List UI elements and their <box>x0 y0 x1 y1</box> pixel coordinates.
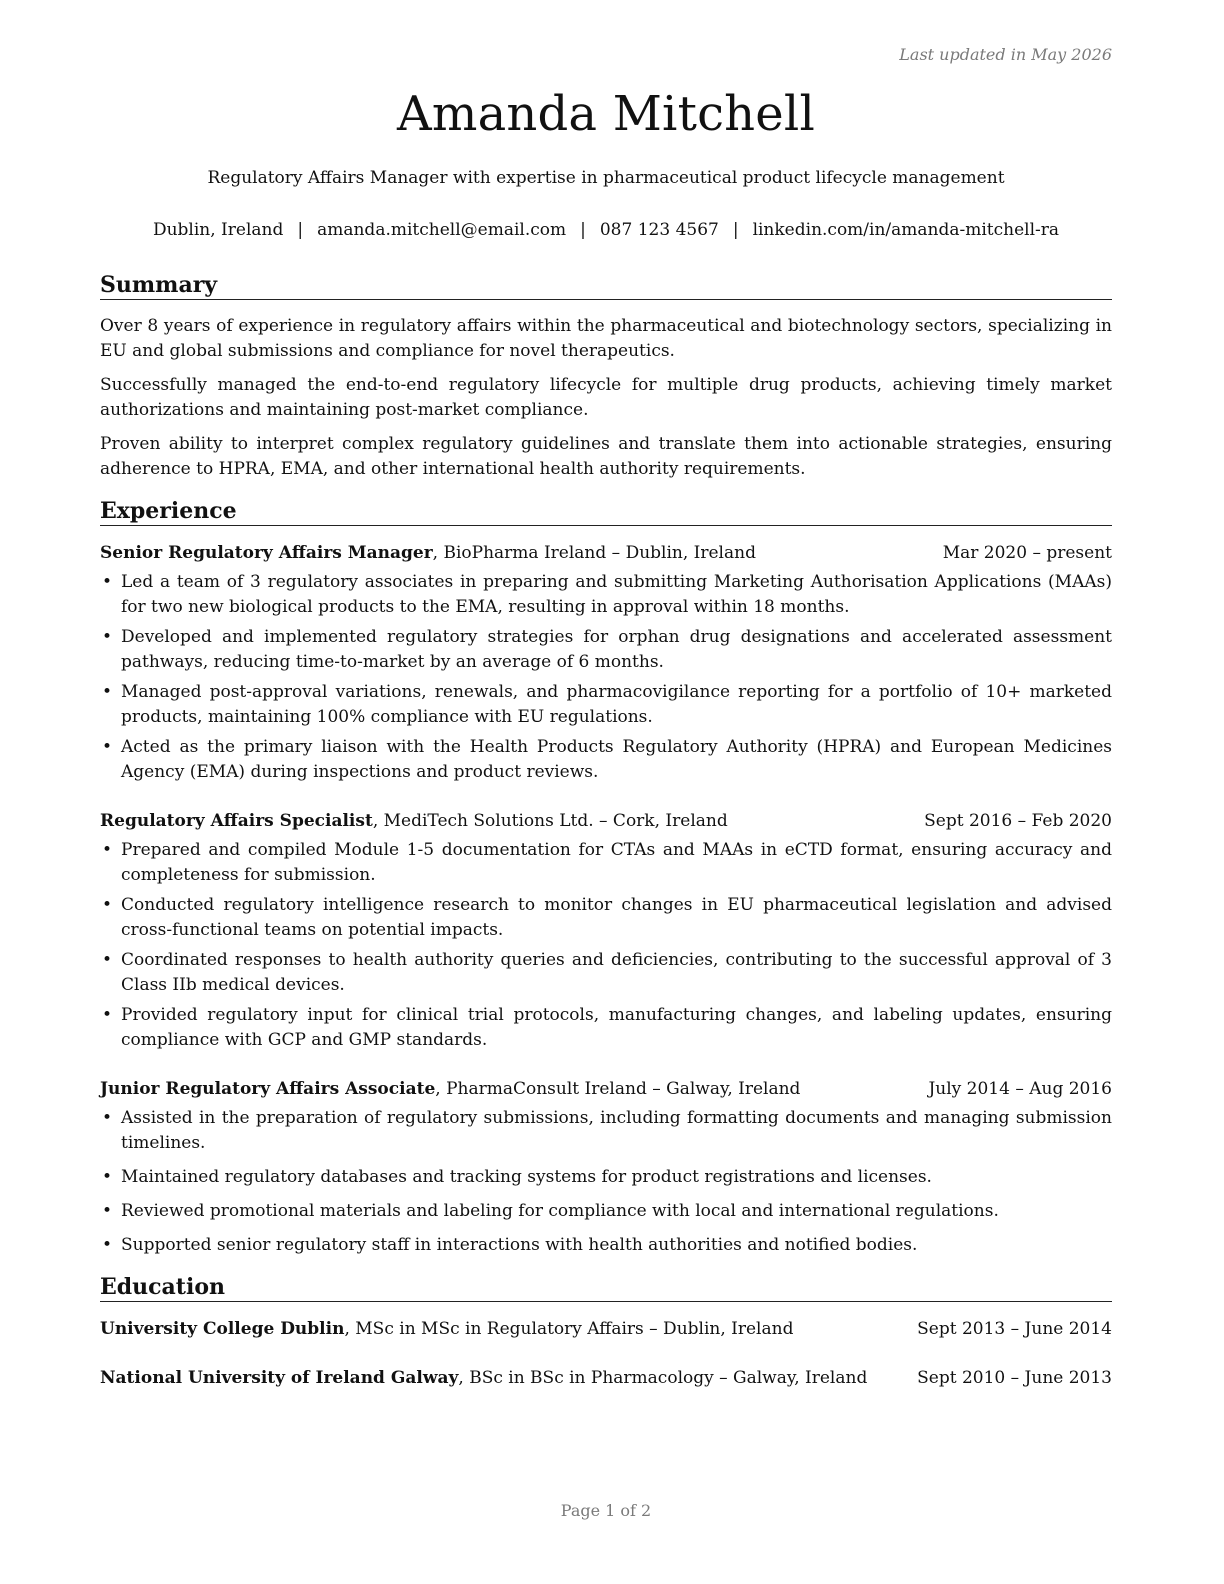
contact-line <box>100 220 1112 240</box>
contact-separator: | <box>732 220 739 240</box>
education-title-line <box>100 1366 867 1390</box>
contact-phone: 087 123 4567 <box>599 220 719 240</box>
summary-paragraph: Proven ability to interpret complex regulatory guidelines and translate them into actionable strategies, ensuring adherence to HPRA, EMA, and other international health authority requirements. <box>100 434 1112 479</box>
list-item: • Managed post-approval variations, renewals, and pharmacovigilance reporting for a portfolio of 10+ marketed products, maintaining 100% compliance with EU regulations. <box>100 680 1112 730</box>
job-role: Junior Regulatory Affairs Associate <box>100 1079 436 1099</box>
job-bullet-list <box>100 570 1112 790</box>
section-heading-experience: Experience <box>100 498 1112 526</box>
summary-paragraph: Successfully managed the end-to-end regulatory lifecycle for multiple drug products, achieving timely market authorizations and maintaining post-market compliance. <box>100 375 1112 420</box>
job-dates: July 2014 – Aug 2016 <box>928 1079 1112 1099</box>
section-heading-summary: Summary <box>100 272 1112 300</box>
education-dates: Sept 2013 – June 2014 <box>917 1319 1112 1339</box>
job-company: , PharmaConsult Ireland – Galway, Ireland <box>435 1079 801 1099</box>
list-item: • Prepared and compiled Module 1-5 documentation for CTAs and MAAs in eCTD format, ensuring accuracy and completeness for submission. <box>100 838 1112 888</box>
list-item: • Acted as the primary liaison with the Health Products Regulatory Authority (HPRA) and European Medicines Agency (EMA) during inspections and product reviews. <box>100 735 1112 785</box>
candidate-name: Amanda Mitchell <box>396 86 815 142</box>
job-role: Senior Regulatory Affairs Manager <box>100 543 433 563</box>
job-bullet-list <box>100 838 1112 1058</box>
list-item: • Supported senior regulatory staff in interactions with health authorities and notified bodies. <box>100 1233 1112 1258</box>
job-header <box>100 809 1112 833</box>
list-item: • Developed and implemented regulatory strategies for orphan drug designations and accelerated assessment pathways, reducing time-to-market by an average of 6 months. <box>100 625 1112 675</box>
job-title-line <box>100 541 756 565</box>
list-item: • Maintained regulatory databases and tracking systems for product registrations and licenses. <box>100 1165 1112 1190</box>
job-dates: Sept 2016 – Feb 2020 <box>924 811 1112 831</box>
job-dates: Mar 2020 – present <box>942 543 1112 563</box>
education-degree: , BSc in BSc in Pharmacology – Galway, Ireland <box>458 1368 868 1388</box>
job-header <box>100 541 1112 565</box>
list-item: • Provided regulatory input for clinical trial protocols, manufacturing changes, and labeling updates, ensuring compliance with GCP and GMP standards. <box>100 1003 1112 1053</box>
education-dates: Sept 2010 – June 2013 <box>917 1368 1112 1388</box>
job-bullet-list <box>100 1106 1112 1267</box>
contact-separator: | <box>297 220 304 240</box>
education-title-line <box>100 1317 793 1341</box>
contact-separator: | <box>580 220 586 240</box>
job-company: , MediTech Solutions Ltd. – Cork, Ireland <box>372 811 728 831</box>
section-heading-education: Education <box>100 1274 1112 1302</box>
summary-paragraph: Over 8 years of experience in regulatory affairs within the pharmaceutical and biotechnology sectors, specializing in EU and global submissions and compliance for novel therapeutics. <box>100 316 1112 361</box>
job-company: , BioPharma Ireland – Dublin, Ireland <box>432 543 756 563</box>
job-title-line <box>100 1077 800 1101</box>
list-item: • Conducted regulatory intelligence research to monitor changes in EU pharmaceutical legislation and advised cross-functional teams on potential impacts. <box>100 893 1112 943</box>
contact-linkedin-link[interactable]: linkedin.com/in/amanda-mitchell-ra <box>752 220 1060 240</box>
contact-email-link[interactable]: amanda.mitchell@email.com <box>317 220 567 240</box>
contact-location: Dublin, Ireland <box>152 220 284 240</box>
job-title-line <box>100 809 728 833</box>
education-degree: , MSc in MSc in Regulatory Affairs – Dublin, Ireland <box>344 1319 794 1339</box>
list-item: • Coordinated responses to health authority queries and deficiencies, contributing to the successful approval of 3 Class IIb medical devices. <box>100 948 1112 998</box>
job-header <box>100 1077 1112 1101</box>
candidate-tagline: Regulatory Affairs Manager with expertise in pharmaceutical product lifecycle management <box>207 168 1005 188</box>
job-role: Regulatory Affairs Specialist <box>100 811 373 831</box>
page-number: Page 1 of 2 <box>560 1501 652 1520</box>
resume-page <box>100 0 1112 1584</box>
education-school: University College Dublin <box>100 1319 345 1339</box>
education-entry <box>100 1366 1112 1390</box>
list-item: • Assisted in the preparation of regulatory submissions, including formatting documents and managing submission timelines. <box>100 1106 1112 1156</box>
education-entry <box>100 1317 1112 1341</box>
last-updated-note: Last updated in May 2026 <box>899 45 1112 64</box>
education-school: National University of Ireland Galway <box>100 1368 459 1388</box>
list-item: • Reviewed promotional materials and labeling for compliance with local and international regulations. <box>100 1199 1112 1224</box>
list-item: • Led a team of 3 regulatory associates in preparing and submitting Marketing Authorisation Applications (MAAs) for two new biological products to the EMA, resulting in approval within 18 months. <box>100 570 1112 620</box>
